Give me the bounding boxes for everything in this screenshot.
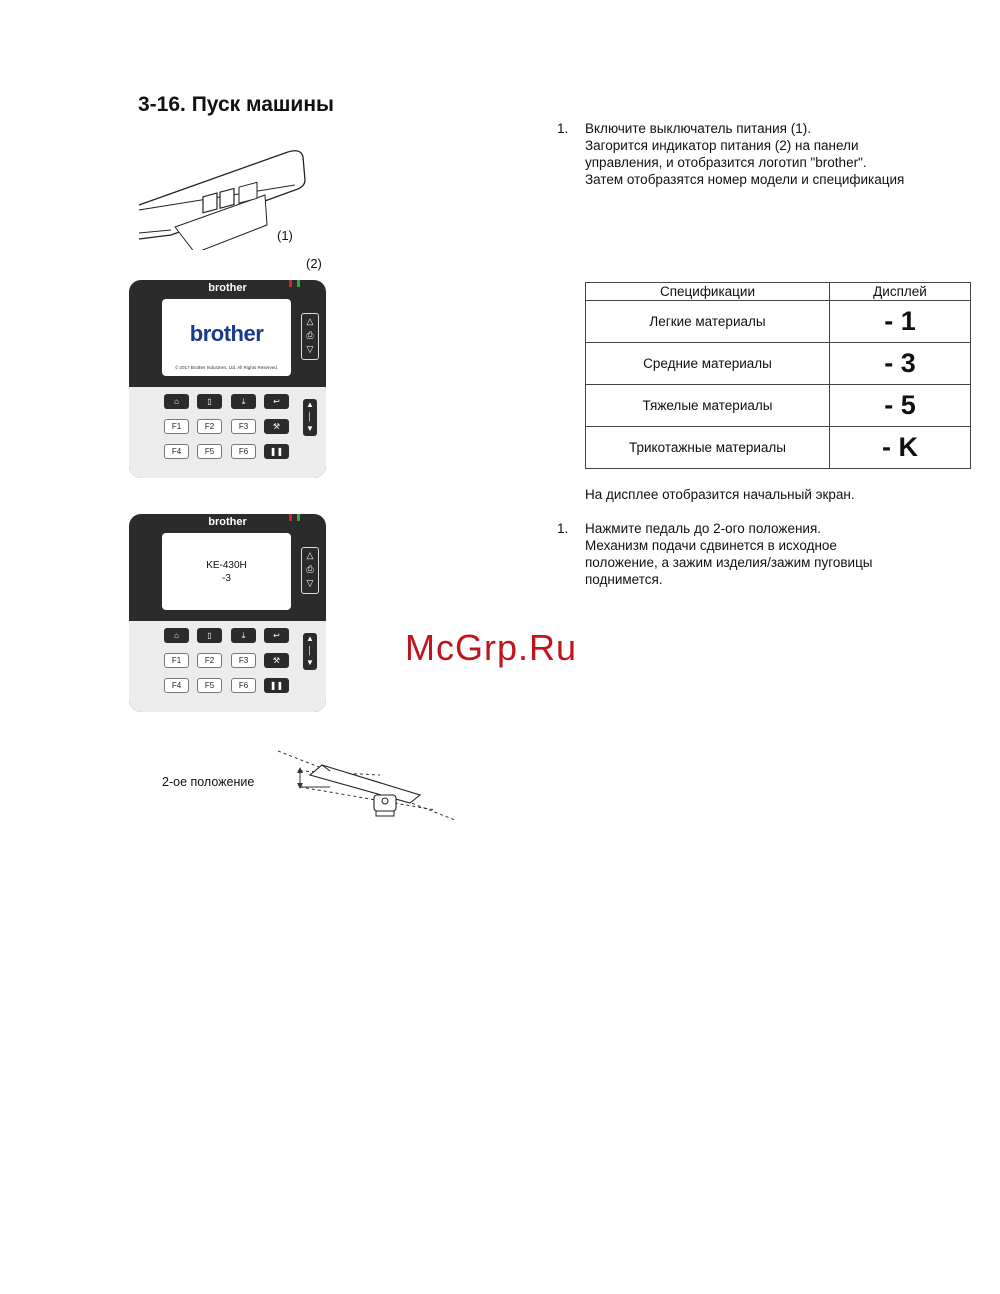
power-indicator-green [297,280,300,287]
spec-name: Средние материалы [586,343,830,385]
table-row [586,385,971,427]
panel-brand: brother [208,516,247,528]
step-2 [557,520,977,590]
f3-button[interactable]: F3 [231,653,256,668]
spec-name: Тяжелые материалы [586,385,830,427]
home-icon[interactable]: ⌂ [164,394,189,409]
page-title: 3-16. Пуск машины [138,93,334,116]
f5-button[interactable]: F5 [197,444,222,459]
copyright-text: © 2017 Brother Industries, Ltd. All Rights Reserved. [174,365,279,370]
step-1-line: Загорится индикатор питания (2) на панели [585,138,859,153]
tool-icon[interactable]: ⚒ [264,653,289,668]
spec-display: - 5 [830,385,971,427]
keypad [129,621,326,712]
f3-button[interactable]: F3 [231,419,256,434]
watermark: McGrp.Ru [405,627,578,668]
panel-screen [162,533,291,610]
step-2-line: поднимется. [585,572,663,587]
callout-switch: (1) [277,228,293,243]
spec-name: Трикотажные материалы [586,427,830,469]
f2-button[interactable]: F2 [197,653,222,668]
callout-indicator: (2) [306,256,322,271]
step-1-line: Затем отобразятся номер модели и спецификация [585,172,905,187]
stitch-icon[interactable]: ▯ [197,394,222,409]
screen-side-buttons[interactable]: △ ⎙ ▽ [301,547,319,594]
control-panel-logo [129,280,326,478]
f6-button[interactable]: F6 [231,444,256,459]
threading-icon[interactable]: ⤓ [231,628,256,643]
step-2-number: 1. [557,521,569,536]
step-1-number: 1. [557,121,569,136]
spec-name: Легкие материалы [586,301,830,343]
f1-button[interactable]: F1 [164,653,189,668]
step-2-line: Нажмите педаль до 2-ого положения. [585,521,822,536]
panel-brand: brother [208,282,247,294]
threading-icon[interactable]: ⤓ [231,394,256,409]
f2-button[interactable]: F2 [197,419,222,434]
spec-display: - 3 [830,343,971,385]
f4-button[interactable]: F4 [164,444,189,459]
table-row [586,427,971,469]
pause-icon[interactable]: ❚❚ [264,444,289,459]
up-down-arrow-icon[interactable]: ▲ │ ▼ [303,399,317,436]
table-row [586,343,971,385]
pedal-position-label: 2-ое положение [162,775,255,789]
step-1 [557,120,977,190]
initial-screen-note: На дисплее отобразится начальный экран. [585,487,855,502]
f1-button[interactable]: F1 [164,419,189,434]
pedal-illustration [270,745,460,825]
screen-side-buttons[interactable]: △ ⎙ ▽ [301,313,319,360]
pause-icon[interactable]: ❚❚ [264,678,289,693]
power-indicator-red [289,280,292,287]
display-header: Дисплей [830,283,971,301]
panel-screen [162,299,291,376]
control-panel-model [129,514,326,712]
spec-display: - 1 [830,301,971,343]
up-down-arrow-icon[interactable]: ▲ │ ▼ [303,633,317,670]
stitch-icon[interactable]: ▯ [197,628,222,643]
home-icon[interactable]: ⌂ [164,628,189,643]
spec-header: Спецификации [586,283,830,301]
step-2-line: положение, а зажим изделия/зажим пуговицы [585,555,873,570]
step-1-line: Включите выключатель питания (1). [585,121,811,136]
power-indicator-green [297,514,300,521]
spec-table [585,282,971,469]
return-icon[interactable]: ↩ [264,628,289,643]
model-spec: -3 [222,573,231,584]
step-2-line: Механизм подачи сдвинется в исходное [585,538,837,553]
keypad [129,387,326,478]
power-indicator-red [289,514,292,521]
tool-icon[interactable]: ⚒ [264,419,289,434]
f6-button[interactable]: F6 [231,678,256,693]
model-name: KE-430H [206,560,247,571]
return-icon[interactable]: ↩ [264,394,289,409]
step-1-line: управления, и отобразится логотип "brother". [585,155,867,170]
spec-display: - K [830,427,971,469]
f4-button[interactable]: F4 [164,678,189,693]
f5-button[interactable]: F5 [197,678,222,693]
brother-logo: brother [189,321,264,346]
table-row [586,301,971,343]
